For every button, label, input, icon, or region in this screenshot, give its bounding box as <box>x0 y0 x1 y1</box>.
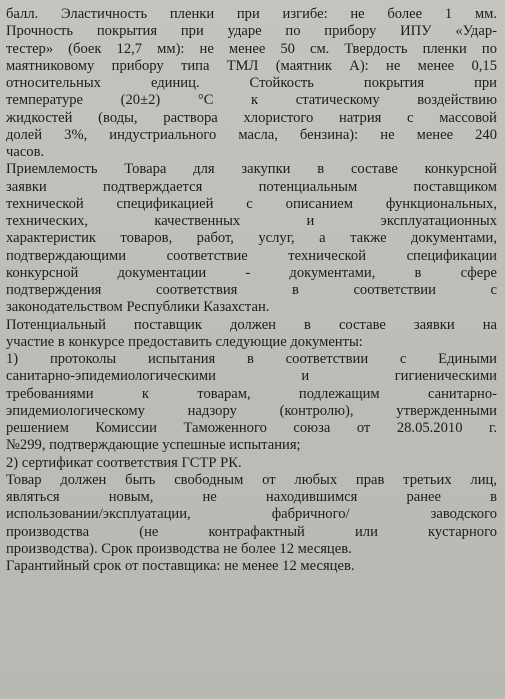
text-line: конкурсной документации - документами, в сфере <box>6 264 497 281</box>
text-line: технической спецификацией с описанием функциональных, <box>6 195 497 212</box>
text-line: долей 3%, индустриального масла, бензина): не менее 240 <box>6 126 497 143</box>
text-line: Товар должен быть свободным от любых прав третьих лиц, <box>6 471 497 488</box>
text-line: производства (не контрафактный или кустарного <box>6 523 497 540</box>
text-line: участие в конкурсе предоставить следующие документы: <box>6 333 363 350</box>
text-line: Потенциальный поставщик должен в составе заявки на <box>6 316 497 333</box>
text-line: законодательством Республики Казахстан. <box>6 299 270 316</box>
text-line: жидкостей (воды, раствора хлористого натрия с массовой <box>6 109 497 126</box>
text-line: требованиями к товарам, подлежащим санитарно- <box>6 385 497 402</box>
text-line: 2) сертификат соответствия ГСТР РК. <box>6 454 242 471</box>
text-line: Гарантийный срок от поставщика: не менее 12 месяцев. <box>6 558 355 574</box>
text-line: 1) протоколы испытания в соответствии с Едиными <box>6 351 497 367</box>
text-line: №299, подтверждающие успешные испытания; <box>6 437 301 454</box>
text-line: тестер» (боек 12,7 мм): не менее 50 см. Твердость пленки по <box>6 40 497 57</box>
text-line: технических, качественных и эксплуатационных <box>6 213 497 229</box>
text-line: заявки подтверждается потенциальным поставщиком <box>6 178 497 195</box>
text-line: производства). Срок производства не более 12 месяцев. <box>6 540 352 557</box>
text-line: являться новым, не находившимся ранее в <box>6 489 497 505</box>
text-line: подтверждения соответствия в соответствии с <box>6 282 497 298</box>
text-line: решением Комиссии Таможенного союза от 28.05.2010 г. <box>6 420 497 436</box>
text-line: санитарно-эпидемиологическими и гигиеническими <box>6 368 497 385</box>
text-line: маятниковому прибору типа ТМЛ (маятник А): не менее 0,15 <box>6 57 497 74</box>
text-line: подтверждающими соответствие технической спецификации <box>6 247 497 264</box>
text-line: эпидемиологическому надзору (контролю), утвержденными <box>6 402 497 419</box>
text-line: температуре (20±2) °С к статическому воздействию <box>6 92 497 109</box>
text-line: относительных единиц. Стойкость покрытия при <box>6 75 497 91</box>
text-line: характеристик товаров, работ, услуг, а также документами, <box>6 230 497 247</box>
text-line: часов. <box>6 144 45 160</box>
document-body <box>6 6 497 575</box>
text-line: балл. Эластичность пленки при изгибе: не более 1 мм. <box>6 6 497 22</box>
text-line: Прочность покрытия при ударе по прибору ИПУ «Удар- <box>6 23 497 40</box>
text-line: использовании/эксплуатации, фабричного/ заводского <box>6 506 497 523</box>
text-line: Приемлемость Товара для закупки в составе конкурсной <box>6 161 497 178</box>
